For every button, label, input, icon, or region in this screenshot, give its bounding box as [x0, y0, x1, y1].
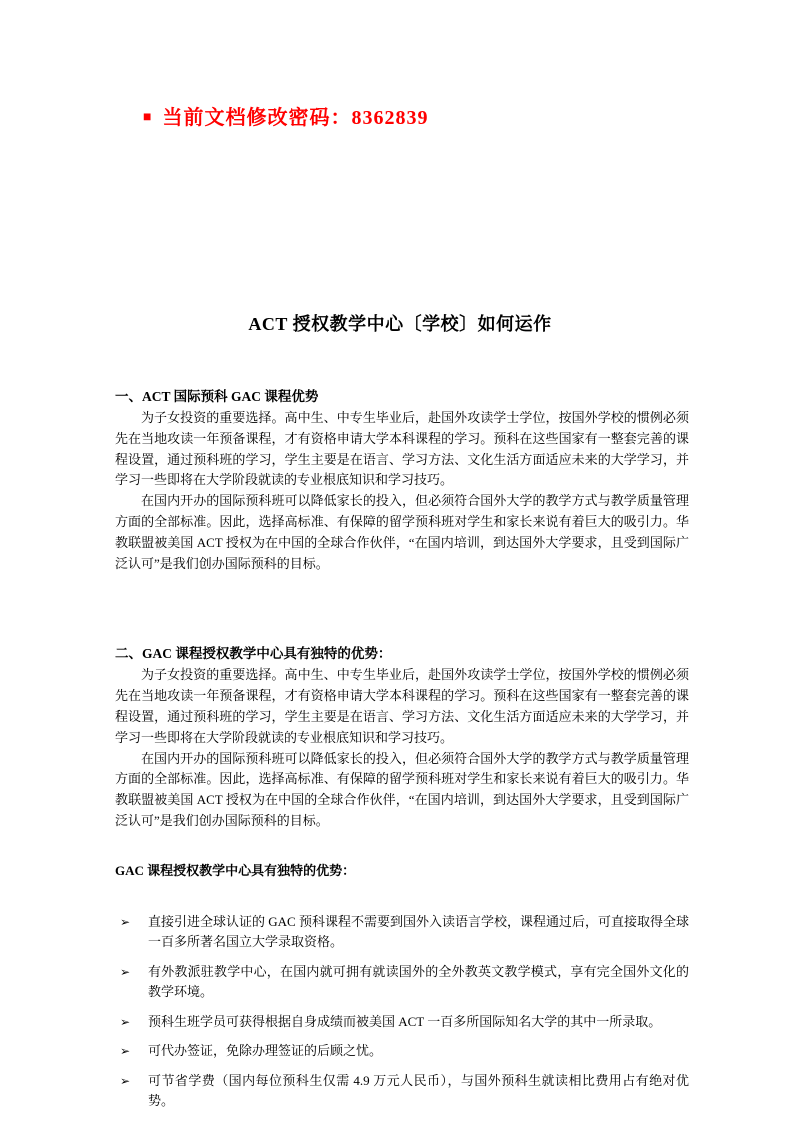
password-line [143, 101, 428, 130]
list-item [120, 912, 689, 953]
section-1-heading: 一、ACT 国际预科 GAC 课程优势 [115, 389, 319, 404]
arrow-bullet-icon: ➢ [120, 1044, 131, 1059]
arrow-bullet-icon: ➢ [120, 964, 131, 979]
list-item [120, 1012, 689, 1033]
list-item-text: 有外教派驻教学中心，在国内就可拥有就读国外的全外教英文教学模式，享有完全国外文化的教学环境。 [148, 963, 689, 1000]
paragraph: 在国内开办的国际预科班可以降低家长的投入，但必须符合国外大学的教学方式与教学质量管理方面的全部标准。因此，选择高标准、有保障的留学预科班对学生和家长来说有着巨大的吸引力。华教联盟被美国 ACT 授权为在中国的全球合作伙伴，“在国内培训，到达国外大学要求，且受到国际广泛认可”是我们创办国际预科的目标。 [115, 750, 689, 828]
arrow-bullet-icon: ➢ [120, 1014, 131, 1029]
list-item [120, 962, 689, 1003]
list-item-text: 直接引进全球认证的 GAC 预科课程不需要到国外入读语言学校，课程通过后，可直接取得全球一百多所著名国立大学录取资格。 [148, 913, 689, 950]
arrow-bullet-icon: ➢ [120, 914, 131, 929]
paragraph: 为子女投资的重要选择。高中生、中专生毕业后，赴国外攻读学士学位，按国外学校的惯例必须先在当地攻读一年预备课程，才有资格申请大学本科课程的学习。预科在这些国家有一整套完善的课程设置，通过预科班的学习，学生主要是在语言、学习方法、文化生活方面适应未来的大学学习，并学习一些即将在大学阶段就读的专业根底知识和学习技巧。 [115, 410, 689, 488]
list-item-text: 预科生班学员可获得根据自身成绩而被美国 ACT 一百多所国际知名大学的其中一所录取。 [148, 1013, 662, 1029]
arrow-bullet-icon: ➢ [120, 1073, 131, 1088]
section-2-heading: 二、GAC 课程授权教学中心具有独特的优势： [115, 646, 392, 662]
document-title: ACT 授权教学中心〔学校〕如何运作 [248, 314, 552, 334]
list-item-text: 可代办签证，免除办理签证的后顾之忧。 [148, 1043, 383, 1059]
password-text: 当前文档修改密码：8362839 [162, 107, 429, 129]
red-square-bullet-icon: ■ [143, 110, 153, 125]
document-body [115, 386, 689, 1121]
section-teaching-center-advantages [115, 643, 689, 831]
list-item [120, 1071, 689, 1112]
paragraph: 为子女投资的重要选择。高中生、中专生毕业后，赴国外攻读学士学位，按国外学校的惯例必须先在当地攻读一年预备课程，才有资格申请大学本科课程的学习。预科在这些国家有一整套完善的课程设置，通过预科班的学习，学生主要是在语言、学习方法、文化生活方面适应未来的大学学习，并学习一些即将在大学阶段就读的专业根底知识和学习技巧。 [115, 667, 689, 745]
paragraph: 在国内开办的国际预科班可以降低家长的投入，但必须符合国外大学的教学方式与教学质量管理方面的全部标准。因此，选择高标准、有保障的留学预科班对学生和家长来说有着巨大的吸引力。华教联盟被美国 ACT 授权为在中国的全球合作伙伴，“在国内培训，到达国外大学要求，且受到国际广泛认可”是我们创办国际预科的目标。 [115, 493, 689, 571]
advantage-bullet-list [115, 912, 689, 1112]
list-item [120, 1041, 689, 1062]
list-item-text: 可节省学费（国内每位预科生仅需 4.9 万元人民币），与国外预科生就读相比费用占有绝对优势。 [148, 1072, 689, 1109]
bullet-list-subheading: GAC 课程授权教学中心具有独特的优势： [115, 862, 356, 878]
section-act-gac-advantages [115, 386, 689, 574]
